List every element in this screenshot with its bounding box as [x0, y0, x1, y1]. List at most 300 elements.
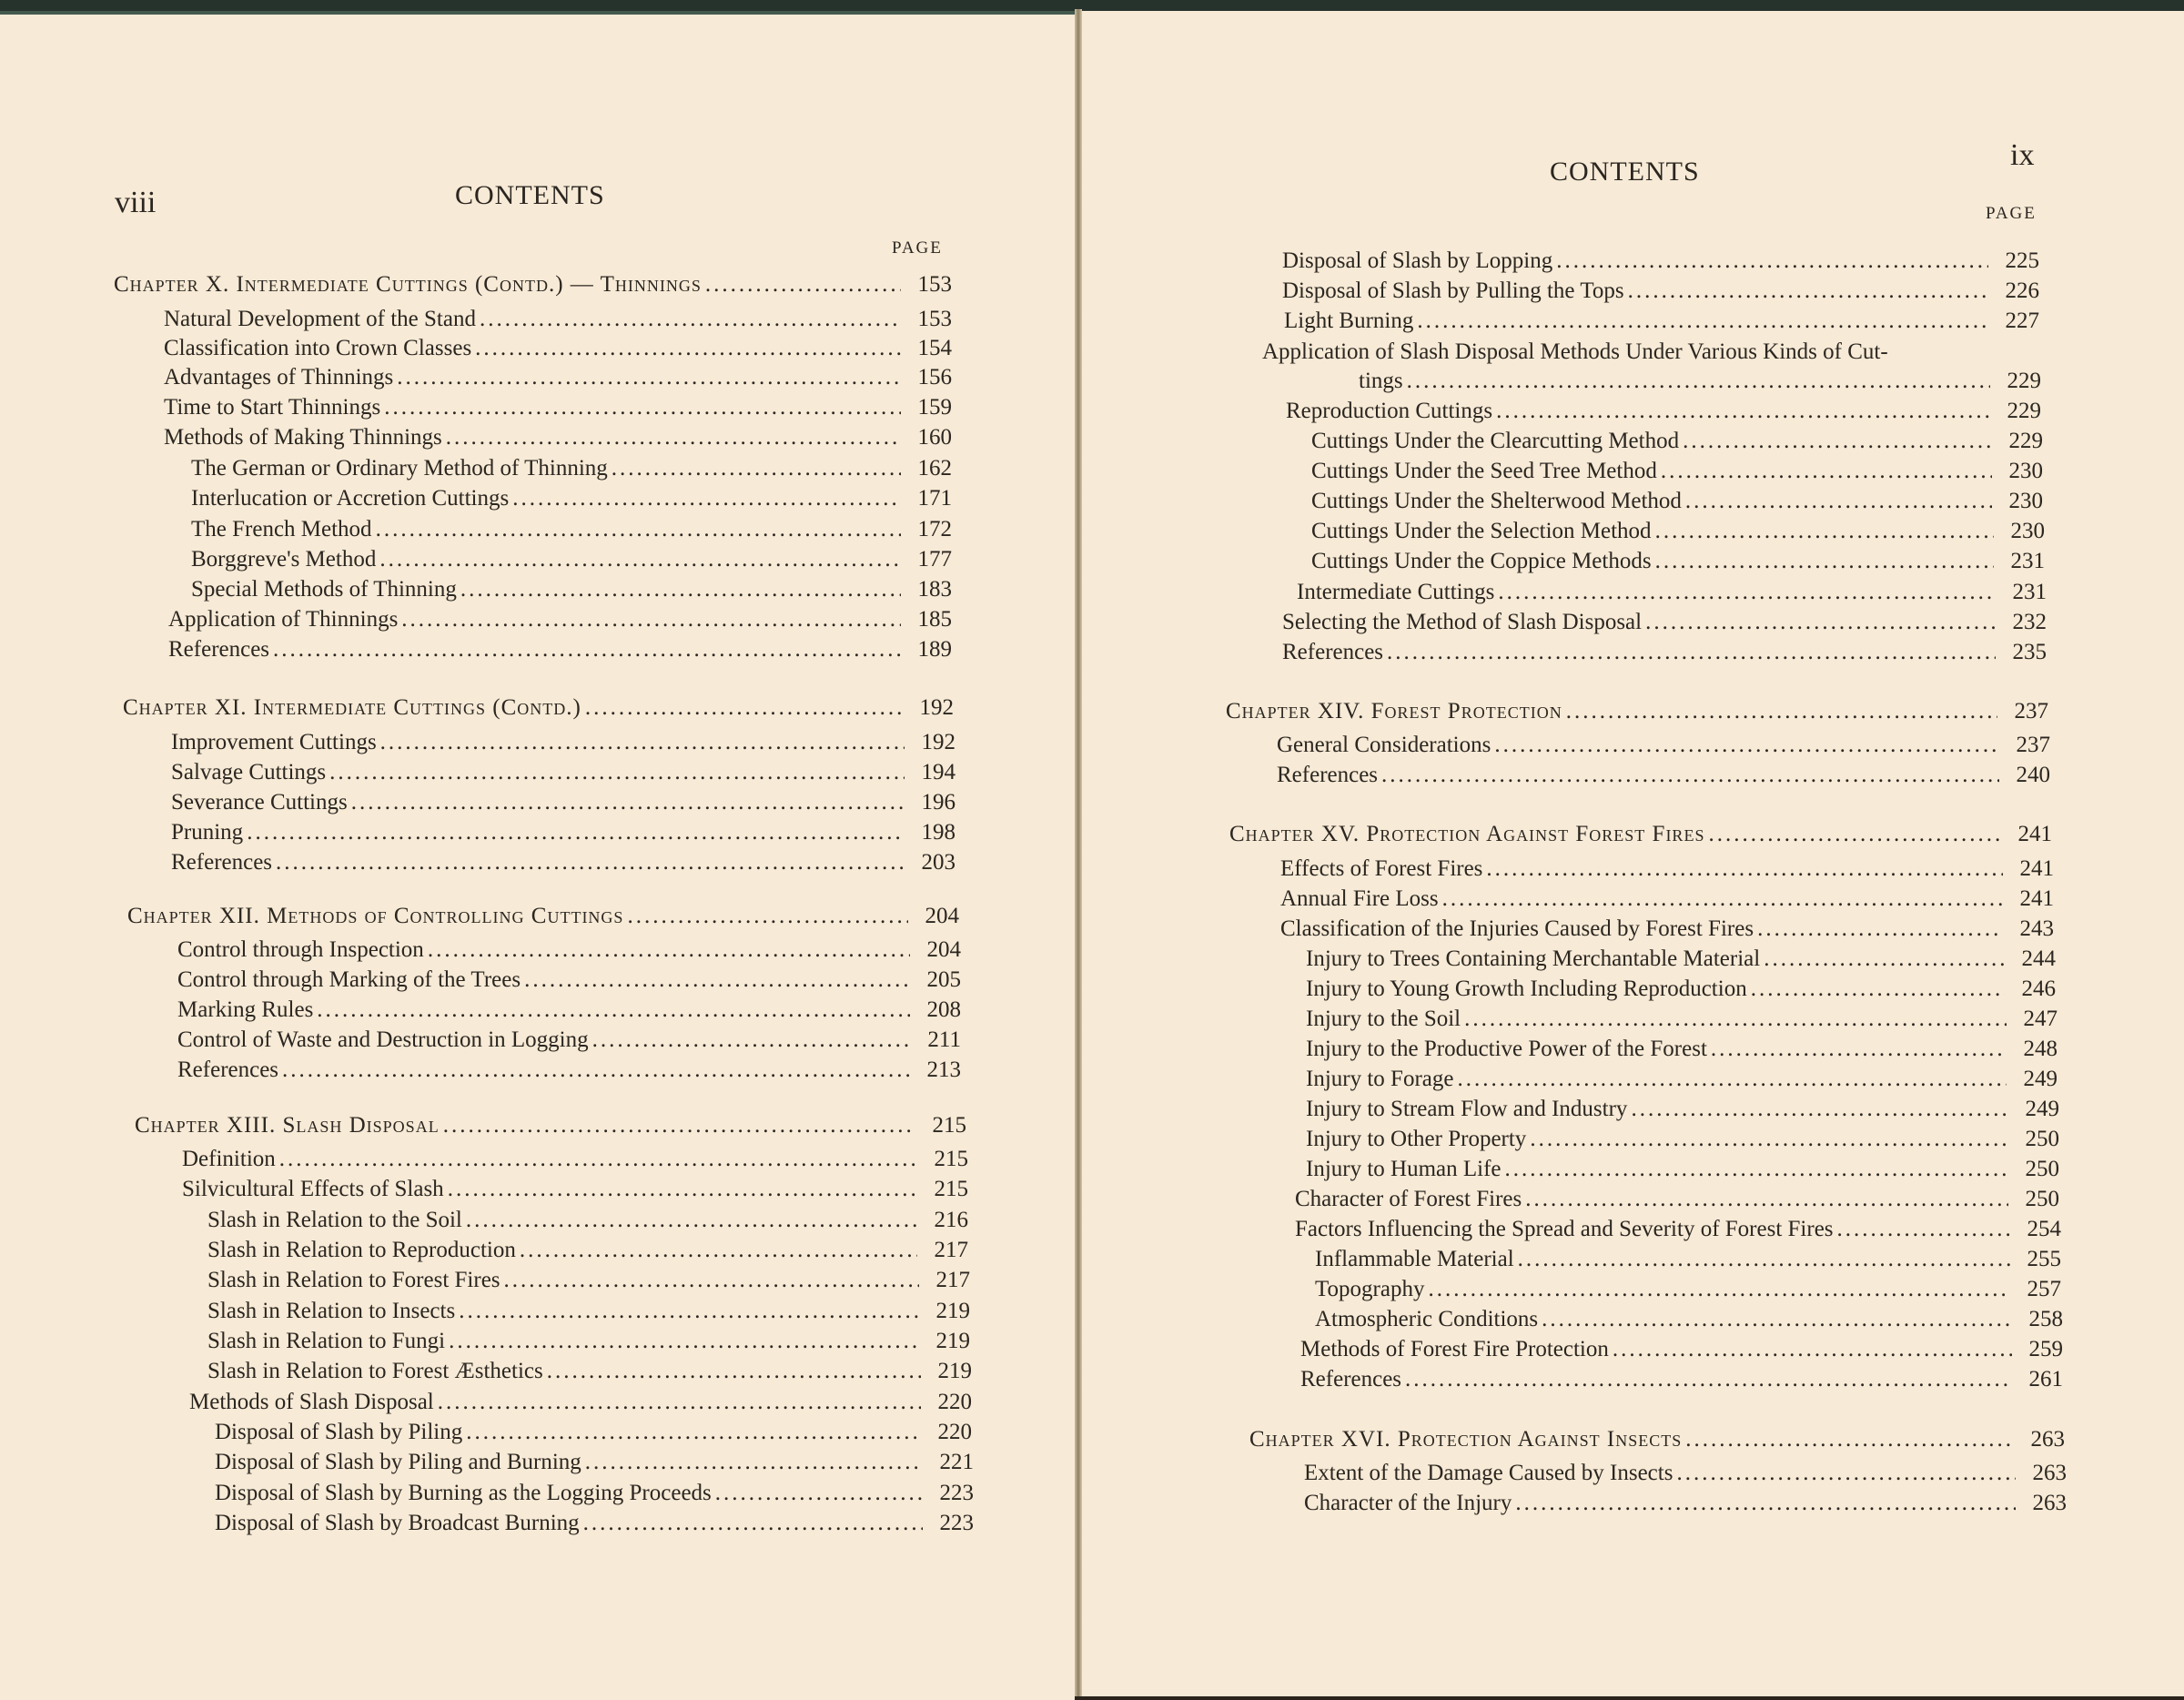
dot-leader — [1405, 1366, 2012, 1393]
toc-entry-title: Slash in Relation to Forest Fires — [207, 1268, 500, 1292]
toc-entry-page: 247 — [2023, 1007, 2058, 1031]
toc-entry-page: 258 — [2028, 1307, 2063, 1331]
toc-entry-title: Natural Development of the Stand — [164, 307, 476, 331]
dot-leader — [443, 1112, 915, 1139]
toc-entry-title: The French Method — [191, 517, 372, 541]
dot-leader — [1486, 855, 2003, 883]
toc-entry-page: 183 — [917, 577, 952, 602]
toc-entry-page: 259 — [2028, 1337, 2063, 1361]
dot-leader — [583, 1510, 923, 1537]
toc-entry-page: 153 — [917, 272, 952, 297]
dot-leader — [1837, 1216, 2010, 1243]
dot-leader — [1542, 1306, 2012, 1333]
toc-entry-page: 263 — [2032, 1491, 2067, 1515]
toc-entry — [171, 819, 956, 848]
toc-entry-page: 154 — [917, 336, 952, 360]
toc-entry-page: 219 — [935, 1299, 970, 1323]
toc-entry — [1262, 339, 1901, 368]
dot-leader — [627, 903, 908, 930]
page-gutter — [1075, 9, 1082, 1696]
toc-entry — [177, 1057, 961, 1086]
toc-entry-title: Annual Fire Loss — [1280, 886, 1439, 911]
toc-entry — [1315, 1306, 2063, 1335]
toc-entry — [1304, 1490, 2067, 1519]
toc-entry — [1300, 1366, 2063, 1395]
toc-entry-page: 205 — [926, 967, 961, 992]
toc-entry-title: Intermediate Cuttings — [1297, 580, 1495, 604]
dot-leader — [1628, 278, 1988, 305]
toc-entry — [1282, 278, 2039, 307]
dot-leader — [1442, 885, 2003, 913]
toc-entry-page: 203 — [921, 850, 956, 875]
table-of-contents — [1082, 11, 2184, 1696]
dot-leader — [1381, 762, 1999, 789]
toc-entry-page: 160 — [917, 425, 952, 450]
toc-entry — [1282, 248, 2039, 277]
toc-entry-title: Injury to Other Property — [1306, 1127, 1527, 1151]
toc-entry — [191, 485, 952, 514]
toc-entry-page: 159 — [917, 395, 952, 420]
toc-entry — [1300, 1336, 2063, 1365]
dot-leader — [1661, 458, 1992, 485]
toc-entry-page: 263 — [2032, 1461, 2067, 1485]
toc-entry-title: Methods of Making Thinnings — [164, 425, 442, 450]
toc-entry — [171, 759, 956, 788]
toc-entry-title: Inflammable Material — [1315, 1247, 1514, 1271]
dot-leader — [520, 1237, 917, 1264]
toc-entry-page: 204 — [926, 937, 961, 962]
toc-entry-title: Reproduction Cuttings — [1286, 399, 1493, 423]
dot-leader — [1496, 398, 1990, 425]
toc-entry-page: 237 — [2016, 733, 2050, 757]
dot-leader — [1711, 1036, 2007, 1063]
toc-entry-title: Atmospheric Conditions — [1315, 1307, 1539, 1331]
left-page — [0, 11, 1075, 1700]
dot-leader — [1676, 1460, 2016, 1487]
toc-entry-page: 250 — [2025, 1127, 2059, 1151]
toc-entry-title: Selecting the Method of Slash Disposal — [1282, 610, 1643, 634]
toc-entry-page: 185 — [917, 607, 952, 632]
toc-entry-page: 243 — [2019, 916, 2054, 941]
toc-entry — [1284, 308, 2039, 337]
toc-entry-title: Light Burning — [1284, 309, 1414, 333]
toc-entry-title: Injury to Human Life — [1306, 1157, 1502, 1181]
toc-entry-title: Interlucation or Accretion Cuttings — [191, 486, 510, 511]
toc-entry-page: 254 — [2027, 1217, 2061, 1241]
toc-entry — [207, 1237, 968, 1266]
dot-leader — [282, 1057, 910, 1084]
toc-entry — [182, 1146, 968, 1175]
toc-entry — [171, 849, 956, 878]
toc-entry — [1297, 579, 2047, 608]
dot-leader — [449, 1328, 919, 1355]
toc-entry-page: 250 — [2025, 1157, 2059, 1181]
toc-entry-page: 240 — [2016, 763, 2050, 787]
dot-leader — [1556, 248, 1988, 275]
running-head: CONTENTS — [1550, 157, 1700, 187]
toc-entry — [1306, 946, 2056, 975]
toc-entry — [1280, 855, 2054, 885]
toc-entry — [1282, 639, 2047, 668]
toc-entry-title: Topography — [1315, 1277, 1425, 1301]
dot-leader — [276, 849, 905, 876]
dot-leader — [466, 1207, 917, 1234]
dot-leader — [317, 997, 910, 1024]
toc-entry-title: Slash in Relation to Fungi — [207, 1329, 446, 1353]
dot-leader — [401, 606, 901, 633]
toc-entry — [1286, 398, 2041, 427]
toc-entry-title: Chapter XV. Protection Against Forest Fires — [1229, 822, 1705, 846]
toc-entry — [215, 1480, 974, 1509]
toc-entry-title: Injury to the Soil — [1306, 1007, 1461, 1031]
dot-leader — [1613, 1336, 2012, 1363]
dot-leader — [1428, 1276, 2010, 1303]
toc-entry-page: 211 — [927, 1027, 961, 1052]
toc-entry-page: 196 — [921, 790, 956, 815]
toc-entry — [1311, 518, 2045, 547]
toc-entry-title: Application of Thinnings — [168, 607, 399, 632]
toc-entry-title: Time to Start Thinnings — [164, 395, 381, 420]
toc-entry-page: 194 — [921, 760, 956, 784]
toc-entry-title: Disposal of Slash by Broadcast Burning — [215, 1511, 580, 1535]
toc-chapter-entry — [1229, 821, 2052, 850]
toc-entry-title: Chapter XVI. Protection Against Insects — [1249, 1427, 1683, 1452]
toc-entry — [1306, 1096, 2059, 1125]
toc-entry-page: 230 — [2010, 519, 2045, 543]
toc-entry-page: 172 — [917, 517, 952, 541]
toc-entry-page: 220 — [937, 1390, 972, 1414]
toc-entry-title: Extent of the Damage Caused by Insects — [1304, 1461, 1673, 1485]
toc-entry-title: Marking Rules — [177, 997, 314, 1022]
toc-entry — [177, 966, 961, 996]
dot-leader — [1751, 976, 2005, 1003]
toc-entry — [164, 364, 952, 393]
toc-entry — [1315, 1246, 2061, 1275]
toc-entry-page: 162 — [917, 456, 952, 481]
dot-leader — [428, 936, 910, 964]
dot-leader — [1505, 1156, 2008, 1183]
toc-entry-page: 220 — [937, 1420, 972, 1444]
toc-entry-title: Classification of the Injuries Caused by Forest Fires — [1280, 916, 1754, 941]
toc-entry — [207, 1267, 970, 1296]
dot-leader — [466, 1419, 921, 1446]
dot-leader — [351, 789, 905, 816]
toc-entry-title: Disposal of Slash by Piling and Burning — [215, 1450, 581, 1474]
toc-entry-page: 255 — [2027, 1247, 2061, 1271]
toc-entry-page: 250 — [2025, 1187, 2059, 1211]
dot-leader — [524, 966, 910, 994]
toc-entry-title: References — [1300, 1367, 1402, 1391]
running-head: CONTENTS — [455, 180, 605, 210]
toc-entry-page: 226 — [2005, 278, 2039, 303]
toc-entry-page: 231 — [2012, 580, 2047, 604]
toc-entry-page: 217 — [935, 1268, 970, 1292]
toc-entry — [1306, 1036, 2058, 1065]
toc-entry-title: Control through Inspection — [177, 937, 424, 962]
toc-entry-title: Control of Waste and Destruction in Logging — [177, 1027, 589, 1052]
toc-entry — [1311, 458, 2043, 487]
toc-entry — [215, 1419, 972, 1448]
toc-entry-title: Improvement Cuttings — [171, 730, 377, 754]
toc-entry-page: 189 — [917, 637, 952, 662]
toc-entry — [215, 1510, 974, 1539]
toc-entry-page: 230 — [2008, 459, 2043, 483]
toc-entry-page: 177 — [917, 547, 952, 572]
toc-entry — [164, 335, 952, 364]
toc-entry-title: Character of the Injury — [1304, 1491, 1512, 1515]
toc-entry — [182, 1176, 968, 1205]
toc-chapter-entry — [114, 271, 952, 300]
toc-entry — [1306, 1126, 2059, 1155]
toc-entry — [1306, 976, 2056, 1005]
toc-entry-page: 257 — [2027, 1277, 2061, 1301]
dot-leader — [1685, 1426, 2014, 1453]
toc-entry-page: 213 — [926, 1057, 961, 1082]
dot-leader — [1494, 732, 1999, 759]
dot-leader — [1464, 1006, 2007, 1033]
toc-entry-title: References — [168, 637, 270, 662]
dot-leader — [504, 1267, 919, 1294]
toc-entry — [1280, 916, 2054, 945]
dot-leader — [1525, 1186, 2008, 1213]
toc-entry-title: Slash in Relation to Forest Æsthetics — [207, 1359, 543, 1383]
toc-entry-page: 230 — [2008, 489, 2043, 513]
toc-entry — [189, 1389, 972, 1418]
toc-entry-title: Silvicultural Effects of Slash — [182, 1177, 444, 1201]
toc-entry-page: 204 — [925, 904, 959, 928]
toc-entry-title: Cuttings Under the Shelterwood Method — [1311, 489, 1682, 513]
toc-entry-title: General Considerations — [1277, 733, 1491, 757]
dot-leader — [1645, 609, 1996, 636]
toc-chapter-entry — [127, 903, 959, 932]
toc-entry — [1282, 609, 2047, 638]
toc-entry — [207, 1298, 970, 1327]
toc-entry-title: Disposal of Slash by Lopping — [1282, 248, 1553, 273]
toc-entry-title: tings — [1359, 369, 1403, 393]
toc-entry — [1359, 368, 2041, 397]
toc-entry-title: Application of Slash Disposal Methods Under Various Kinds of Cut- — [1262, 339, 1888, 364]
toc-entry-title: Methods of Slash Disposal — [189, 1390, 434, 1414]
toc-entry-page: 244 — [2021, 946, 2056, 971]
dot-leader — [446, 424, 901, 451]
toc-entry-title: Injury to the Productive Power of the Forest — [1306, 1037, 1707, 1061]
toc-entry-title: Slash in Relation to Insects — [207, 1299, 456, 1323]
dot-leader — [379, 546, 901, 573]
toc-entry-title: References — [177, 1057, 279, 1082]
toc-entry — [164, 306, 952, 335]
dot-leader — [547, 1358, 921, 1385]
toc-entry-page: 229 — [2007, 399, 2041, 423]
dot-leader — [705, 271, 901, 299]
toc-entry — [1304, 1460, 2067, 1489]
dot-leader — [376, 516, 901, 543]
toc-entry-title: Disposal of Slash by Pulling the Tops — [1282, 278, 1624, 303]
toc-entry-page: 241 — [2019, 886, 2054, 911]
toc-entry-page: 237 — [2014, 699, 2048, 724]
toc-entry-page: 216 — [934, 1208, 968, 1232]
toc-entry-page: 248 — [2023, 1037, 2058, 1061]
toc-entry-page: 241 — [2017, 822, 2052, 846]
toc-entry-page: 215 — [934, 1177, 968, 1201]
dot-leader — [397, 364, 901, 391]
toc-entry — [207, 1207, 968, 1236]
toc-entry — [1311, 428, 2043, 457]
toc-entry-title: Disposal of Slash by Piling — [215, 1420, 463, 1444]
dot-leader — [585, 694, 903, 722]
toc-entry-title: Cuttings Under the Clearcutting Method — [1311, 429, 1680, 453]
toc-entry — [1306, 1156, 2059, 1185]
dot-leader — [438, 1389, 921, 1416]
dot-leader — [1518, 1246, 2010, 1273]
toc-entry — [171, 729, 956, 758]
dot-leader — [459, 1298, 919, 1325]
toc-entry-title: Chapter XII. Methods of Controlling Cuttings — [127, 904, 624, 928]
toc-entry-title: Injury to Young Growth Including Reproduction — [1306, 976, 1747, 1001]
toc-entry-page: 221 — [939, 1450, 974, 1474]
toc-entry-page: 153 — [917, 307, 952, 331]
toc-chapter-entry — [1249, 1426, 2065, 1455]
toc-entry — [171, 789, 956, 818]
table-of-contents — [0, 15, 1075, 1700]
toc-entry-title: Disposal of Slash by Burning as the Logging Proceeds — [215, 1481, 712, 1505]
toc-entry-title: Methods of Forest Fire Protection — [1300, 1337, 1609, 1361]
toc-entry-title: Classification into Crown Classes — [164, 336, 472, 360]
dot-leader — [512, 485, 901, 512]
toc-entry-page: 231 — [2010, 549, 2045, 573]
toc-entry-title: Pruning — [171, 820, 244, 845]
toc-entry-page: 171 — [917, 486, 952, 511]
dot-leader — [1685, 488, 1992, 515]
toc-entry-title: References — [1277, 763, 1379, 787]
toc-entry-page: 235 — [2012, 640, 2047, 664]
toc-entry-page: 192 — [919, 695, 954, 720]
toc-entry-title: Severance Cuttings — [171, 790, 348, 815]
toc-entry-title: Chapter XIII. Slash Disposal — [135, 1113, 440, 1138]
toc-entry-page: 223 — [939, 1481, 974, 1505]
toc-entry — [1295, 1216, 2061, 1245]
dot-leader — [715, 1480, 923, 1507]
toc-entry — [168, 606, 952, 635]
dot-leader — [247, 819, 905, 846]
dot-leader — [279, 1146, 917, 1173]
toc-entry — [177, 936, 961, 966]
toc-entry — [215, 1449, 974, 1478]
dot-leader — [480, 306, 901, 333]
toc-entry-page: 156 — [917, 365, 952, 390]
toc-entry — [207, 1358, 972, 1387]
toc-entry — [1306, 1006, 2058, 1035]
dot-leader — [1708, 821, 2001, 848]
toc-entry-title: References — [171, 850, 273, 875]
right-page — [1082, 11, 2184, 1696]
page-column-label: PAGE — [1986, 204, 2037, 223]
dot-leader — [1530, 1126, 2008, 1153]
toc-entry-title: Cuttings Under the Selection Method — [1311, 519, 1652, 543]
page-column-label: PAGE — [892, 238, 943, 258]
toc-entry-title: Control through Marking of the Trees — [177, 967, 521, 992]
toc-entry-page: 229 — [2007, 369, 2041, 393]
dot-leader — [1757, 916, 2003, 943]
toc-entry-title: Factors Influencing the Spread and Severity of Forest Fires — [1295, 1217, 1834, 1241]
toc-entry-page: 192 — [921, 730, 956, 754]
toc-entry-page: 263 — [2030, 1427, 2065, 1452]
toc-entry-page: 249 — [2023, 1067, 2058, 1091]
toc-entry-title: Slash in Relation to the Soil — [207, 1208, 462, 1232]
dot-leader — [585, 1449, 923, 1476]
toc-entry — [191, 546, 952, 575]
toc-entry-title: References — [1282, 640, 1384, 664]
dot-leader — [1417, 308, 1988, 335]
dot-leader — [1764, 946, 2005, 973]
toc-entry-page: 225 — [2005, 248, 2039, 273]
dot-leader — [1387, 639, 1996, 666]
toc-entry — [177, 997, 961, 1026]
toc-entry-page: 223 — [939, 1511, 974, 1535]
dot-leader — [329, 759, 905, 786]
toc-entry-page: 249 — [2025, 1097, 2059, 1121]
toc-entry — [191, 576, 952, 605]
dot-leader — [1683, 428, 1992, 455]
toc-entry-title: Cuttings Under the Coppice Methods — [1311, 549, 1652, 573]
page-number: ix — [2010, 138, 2035, 172]
toc-entry-page: 217 — [934, 1238, 968, 1262]
dot-leader — [1631, 1096, 2008, 1123]
toc-entry — [207, 1328, 970, 1357]
toc-entry — [1295, 1186, 2059, 1215]
toc-entry-page: 215 — [932, 1113, 966, 1138]
toc-entry-title: Injury to Forage — [1306, 1067, 1454, 1091]
dot-leader — [1407, 368, 1990, 395]
toc-entry-page: 227 — [2005, 309, 2039, 333]
toc-chapter-entry — [135, 1112, 966, 1141]
toc-entry-title: Salvage Cuttings — [171, 760, 327, 784]
toc-chapter-entry — [123, 694, 954, 724]
dot-leader — [380, 729, 905, 756]
toc-entry-title: Chapter XIV. Forest Protection — [1226, 699, 1562, 724]
dot-leader — [460, 576, 901, 603]
dot-leader — [1566, 698, 1997, 725]
toc-entry-page: 215 — [934, 1147, 968, 1171]
toc-entry-title: Chapter XI. Intermediate Cuttings (Contd.) — [123, 695, 581, 720]
toc-entry-page: 198 — [921, 820, 956, 845]
toc-entry-title: Injury to Trees Containing Merchantable Material — [1306, 946, 1761, 971]
toc-entry — [168, 636, 952, 665]
toc-entry — [177, 1027, 961, 1056]
toc-entry — [1277, 732, 2050, 761]
toc-entry — [1311, 548, 2045, 577]
toc-entry-title: Character of Forest Fires — [1295, 1187, 1522, 1211]
toc-entry-page: 261 — [2028, 1367, 2063, 1391]
toc-entry — [164, 394, 952, 423]
toc-entry-title: Borggreve's Method — [191, 547, 377, 572]
toc-entry-page: 219 — [935, 1329, 970, 1353]
toc-entry — [1315, 1276, 2061, 1305]
toc-entry-title: Effects of Forest Fires — [1280, 856, 1483, 881]
page-number: viii — [115, 186, 157, 219]
toc-entry — [1311, 488, 2043, 517]
toc-entry-title: Slash in Relation to Reproduction — [207, 1238, 516, 1262]
dot-leader — [475, 335, 901, 362]
dot-leader — [384, 394, 901, 421]
toc-chapter-entry — [1226, 698, 2048, 727]
dot-leader — [592, 1027, 910, 1054]
toc-entry-title: Definition — [182, 1147, 276, 1171]
toc-entry-page: 241 — [2019, 856, 2054, 881]
toc-entry-title: Cuttings Under the Seed Tree Method — [1311, 459, 1657, 483]
toc-entry — [1277, 762, 2050, 791]
toc-entry-title: The German or Ordinary Method of Thinning — [191, 456, 608, 481]
dot-leader — [1515, 1490, 2016, 1517]
